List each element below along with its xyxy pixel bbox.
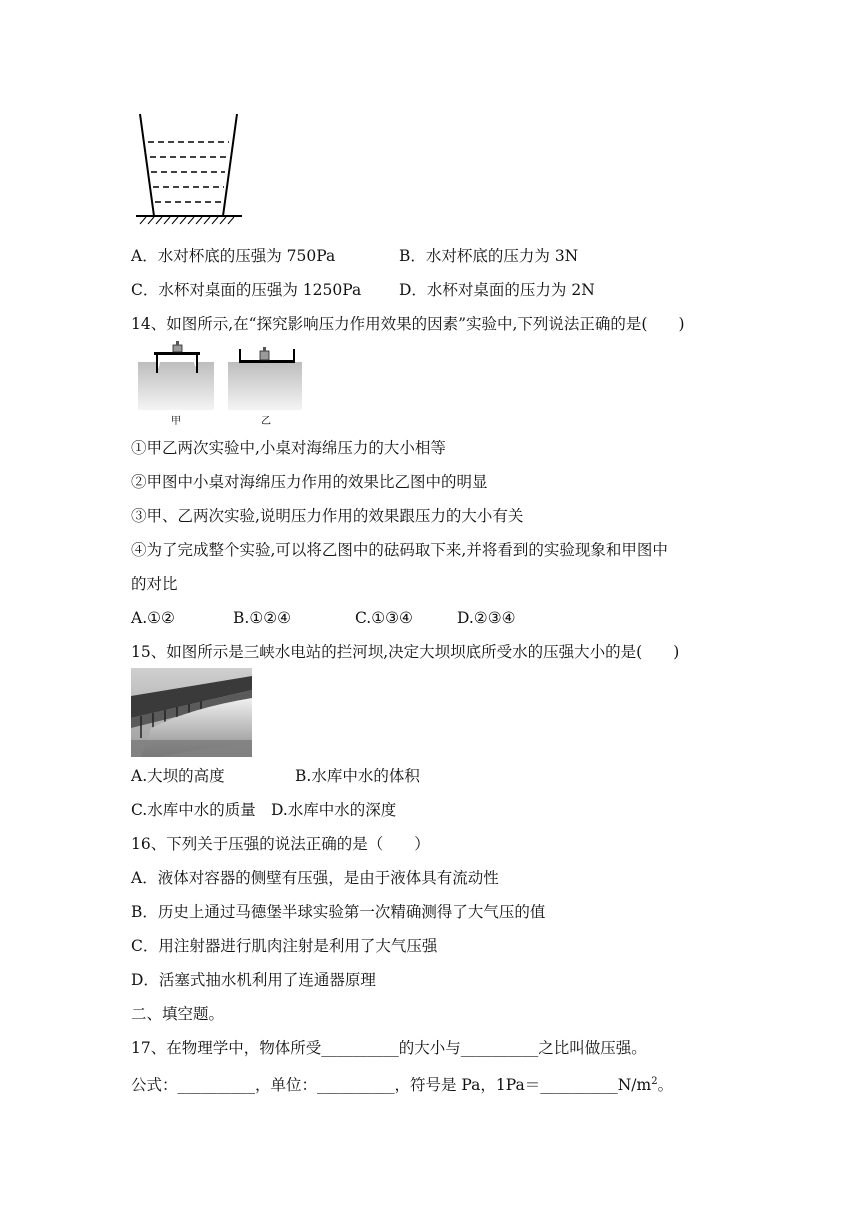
- q15-option-d: D.水库中水的深度: [271, 801, 397, 819]
- q14-options: [131, 608, 516, 628]
- q14-stem: 14、如图所示,在“探究影响压力作用效果的因素”实验中,下列说法正确的是( ): [131, 315, 685, 333]
- q13-option-a: A．水对杯底的压强为 750Pa: [131, 247, 336, 265]
- q14-option-c: C.①③④: [355, 609, 413, 627]
- q14-option-d: D.②③④: [457, 609, 516, 627]
- q15-option-b: B.水库中水的体积: [295, 767, 420, 785]
- q15-option-a: A.大坝的高度: [131, 767, 225, 785]
- q13-options-row2: [131, 280, 595, 300]
- q16-stem: 16、下列关于压强的说法正确的是（ ）: [131, 835, 430, 853]
- q14-statement-3: ③甲、乙两次实验,说明压力作用的效果跟压力的大小有关: [131, 507, 524, 525]
- q15-stem: 15、如图所示是三峡水电站的拦河坝,决定大坝坝底所受水的压强大小的是( ): [131, 643, 680, 661]
- q14-statement-2: ②甲图中小桌对海绵压力作用的效果比乙图中的明显: [131, 473, 488, 491]
- q16-option-a: A．液体对容器的侧壁有压强，是由于液体具有流动性: [131, 869, 499, 887]
- q14-statement-4-cont: 的对比: [131, 575, 178, 593]
- q16-option-b: B．历史上通过马德堡半球实验第一次精确测得了大气压的值: [131, 903, 546, 921]
- section-heading: 二、填空题。: [131, 1005, 225, 1023]
- fig-label-jia: 甲: [171, 416, 181, 427]
- q14-option-b: B.①②④: [233, 609, 292, 627]
- q17-line2: [131, 1072, 673, 1095]
- fig-label-yi: 乙: [261, 416, 271, 427]
- q16-option-c: C．用注射器进行肌肉注射是利用了大气压强: [131, 937, 438, 955]
- q17-tail: 。: [657, 1076, 674, 1095]
- q17-line1: 17、在物理学中，物体所受__________的大小与__________之比叫做压强。: [131, 1039, 647, 1057]
- q13-option-d: D．水杯对桌面的压力为 2N: [399, 281, 595, 299]
- cup-figure: [136, 110, 242, 226]
- q14-statement-4: ④为了完成整个实验,可以将乙图中的砝码取下来,并将看到的实验现象和甲图中: [131, 541, 668, 559]
- q13-option-b: B．水对杯底的压力为 3N: [399, 247, 579, 265]
- q14-statement-1: ①甲乙两次实验中,小桌对海绵压力的大小相等: [131, 439, 446, 457]
- q15-options-row1: [131, 766, 420, 786]
- q14-option-a: A.①②: [131, 609, 175, 627]
- q17-superscript: 2: [651, 1076, 658, 1087]
- q15-options-row2: [131, 800, 396, 820]
- q13-options-row1: [131, 246, 578, 266]
- q16-option-d: D．活塞式抽水机利用了连通器原理: [131, 971, 376, 989]
- q15-option-c: C.水库中水的质量: [131, 801, 256, 819]
- sponge-table-figure: [136, 340, 306, 430]
- q17-line2-text: 公式：__________，单位：__________，符号是 Pa，1Pa＝__________N/m: [131, 1076, 652, 1095]
- q13-option-c: C．水杯对桌面的压强为 1250Pa: [131, 281, 362, 299]
- dam-photo: [131, 668, 252, 757]
